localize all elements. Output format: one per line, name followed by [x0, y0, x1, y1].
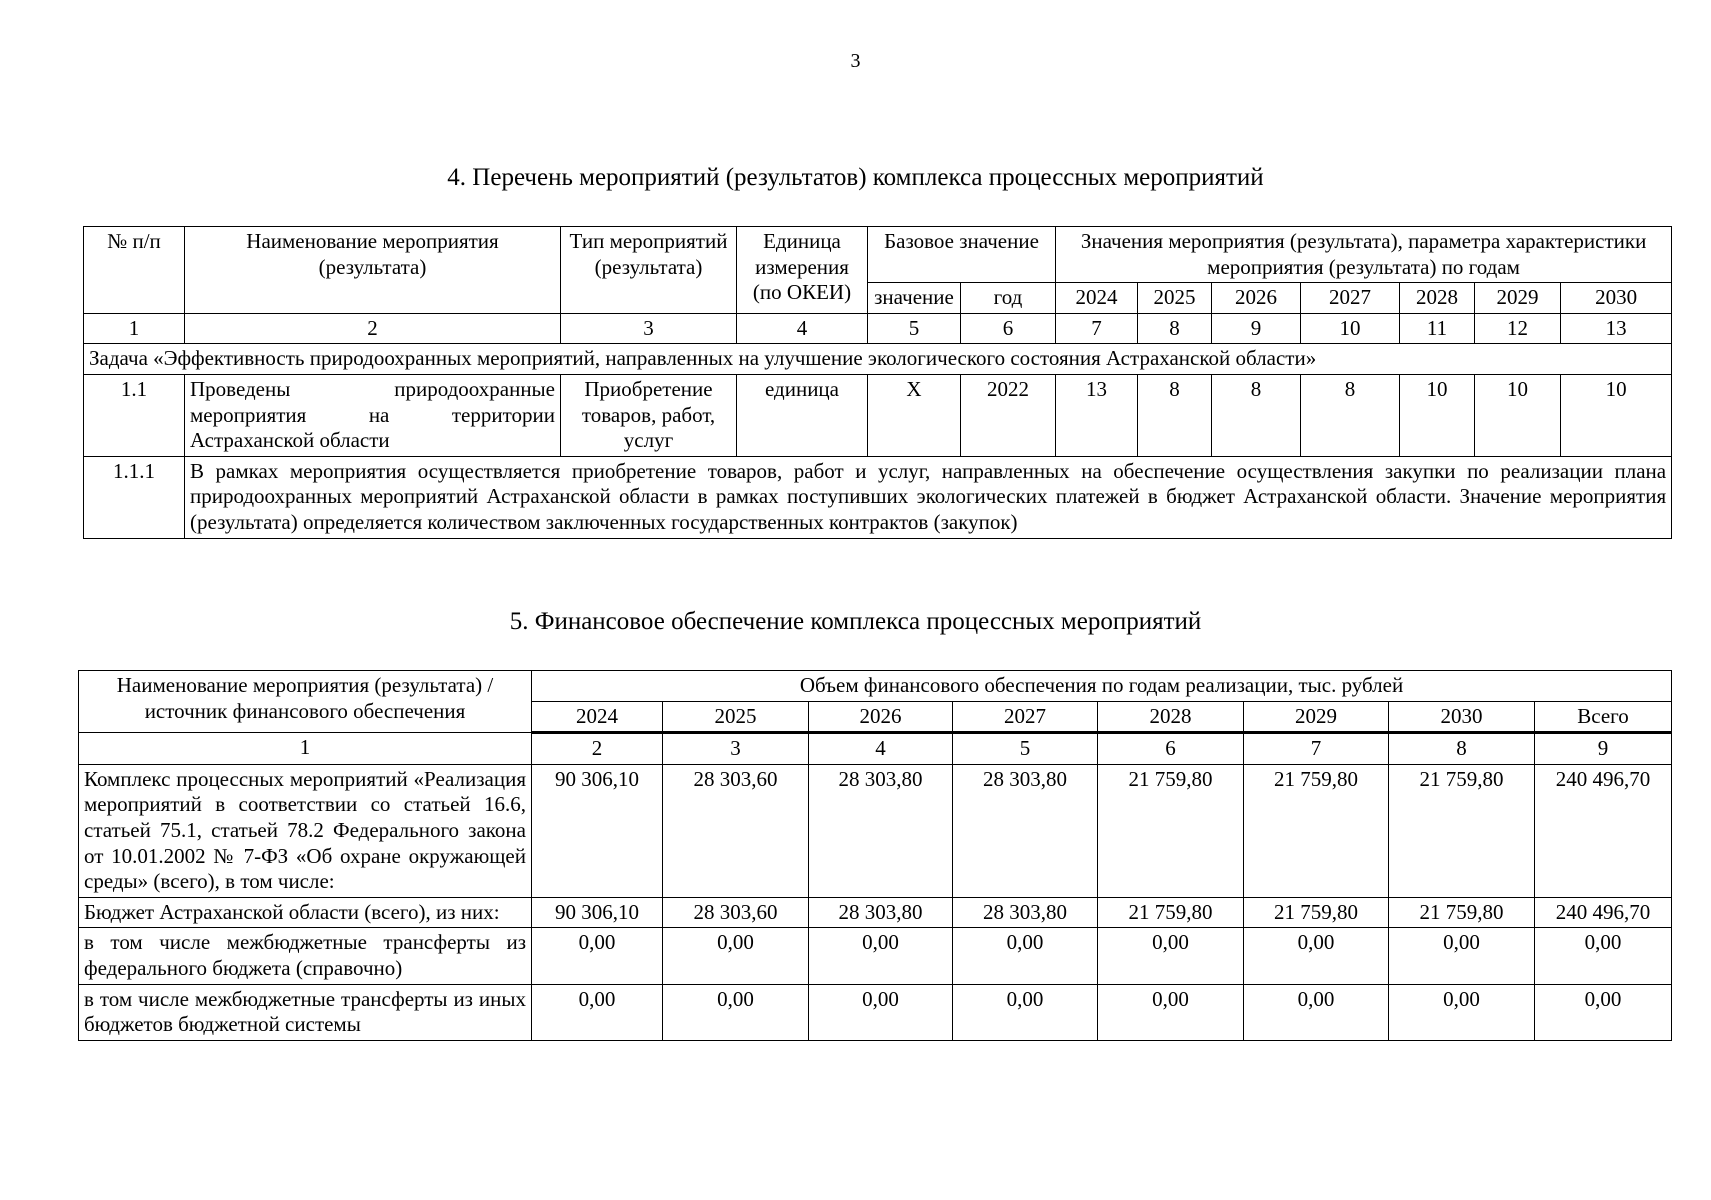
row-value: 0,00 [1098, 928, 1244, 984]
table-row [79, 764, 1672, 897]
row-value: 0,00 [953, 984, 1098, 1040]
col-number: 7 [1244, 733, 1389, 765]
row-value: 28 303,80 [953, 897, 1098, 928]
header-values-by-year: Значения мероприятия (результата), параметра характеристики мероприятия (результата) по годам [1056, 227, 1672, 283]
col-number: 10 [1301, 313, 1400, 344]
col-number: 12 [1475, 313, 1561, 344]
col-number: 1 [84, 313, 185, 344]
header-year: 2027 [953, 701, 1098, 733]
row-value: 0,00 [1389, 928, 1535, 984]
header-year: 2029 [1475, 283, 1561, 314]
header-name: Наименование мероприятия (результата) [185, 227, 561, 314]
row-value: 10 [1475, 375, 1561, 457]
header-year: 2028 [1400, 283, 1475, 314]
row-value: 28 303,80 [809, 764, 953, 897]
activities-table [83, 226, 1672, 539]
row-value: 0,00 [663, 984, 809, 1040]
col-number: 4 [809, 733, 953, 765]
row-value: 0,00 [953, 928, 1098, 984]
row-value: 13 [1056, 375, 1138, 457]
task-row [84, 344, 1672, 375]
row-num: 1.1.1 [84, 456, 185, 538]
col-number: 6 [961, 313, 1056, 344]
row-num: 1.1 [84, 375, 185, 457]
header-unit: Единица измерения (по ОКЕИ) [737, 227, 868, 314]
col-number: 13 [1561, 313, 1672, 344]
header-name: Наименование мероприятия (результата) / источник финансового обеспечения [79, 671, 532, 733]
header-type: Тип мероприятий (результата) [561, 227, 737, 314]
col-number: 5 [868, 313, 961, 344]
row-value: 0,00 [663, 928, 809, 984]
row-value: 28 303,80 [953, 764, 1098, 897]
header-base-value: значение [868, 283, 961, 314]
col-number: 2 [532, 733, 663, 765]
table-row [79, 897, 1672, 928]
row-value: 21 759,80 [1244, 897, 1389, 928]
section-5-title: 5. Финансовое обеспечение комплекса процессных мероприятий [509, 608, 1202, 635]
row-value: 0,00 [1389, 984, 1535, 1040]
row-value: 0,00 [532, 984, 663, 1040]
column-number-row [79, 733, 1672, 765]
row-base-value: Х [868, 375, 961, 457]
table-row [84, 375, 1672, 457]
row-total: 0,00 [1535, 928, 1672, 984]
header-base-year: год [961, 283, 1056, 314]
row-total: 0,00 [1535, 984, 1672, 1040]
row-value: 10 [1400, 375, 1475, 457]
row-base-year: 2022 [961, 375, 1056, 457]
col-number: 1 [79, 733, 532, 765]
row-value: 21 759,80 [1098, 897, 1244, 928]
header-year: 2030 [1561, 283, 1672, 314]
col-number: 5 [953, 733, 1098, 765]
column-number-row [84, 313, 1672, 344]
col-number: 8 [1138, 313, 1212, 344]
col-number: 4 [737, 313, 868, 344]
row-name: Комплекс процессных мероприятий «Реализация мероприятий в соответствии со статьей 16.6, статьей 75.1, статьей 78.2 Федерального закона от 10.01.2002 № 7-ФЗ «Об охране окружающей среды» (всего), в том числе: [79, 764, 532, 897]
header-year: 2028 [1098, 701, 1244, 733]
col-number: 2 [185, 313, 561, 344]
header-year: 2024 [1056, 283, 1138, 314]
row-name: в том числе межбюджетные трансферты из федерального бюджета (справочно) [79, 928, 532, 984]
row-type: Приобретение товаров, работ, услуг [561, 375, 737, 457]
header-volume: Объем финансового обеспечения по годам реализации, тыс. рублей [532, 671, 1672, 702]
row-value: 21 759,80 [1098, 764, 1244, 897]
header-year: 2024 [532, 701, 663, 733]
col-number: 7 [1056, 313, 1138, 344]
row-name: Проведены природоохранные мероприятия на территории Астраханской области [185, 375, 561, 457]
col-number: 3 [561, 313, 737, 344]
row-total: 240 496,70 [1535, 764, 1672, 897]
header-row [79, 671, 1672, 702]
row-value: 0,00 [809, 984, 953, 1040]
header-row [84, 227, 1672, 283]
col-number: 11 [1400, 313, 1475, 344]
row-value: 0,00 [1098, 984, 1244, 1040]
row-value: 90 306,10 [532, 764, 663, 897]
section-4-title: 4. Перечень мероприятий (результатов) комплекса процессных мероприятий [447, 164, 1264, 191]
header-year: 2025 [1138, 283, 1212, 314]
row-total: 240 496,70 [1535, 897, 1672, 928]
col-number: 3 [663, 733, 809, 765]
row-value: 8 [1212, 375, 1301, 457]
header-year: 2029 [1244, 701, 1389, 733]
row-value: 21 759,80 [1389, 764, 1535, 897]
row-unit: единица [737, 375, 868, 457]
financing-table [78, 670, 1672, 1041]
row-value: 10 [1561, 375, 1672, 457]
row-value: 0,00 [532, 928, 663, 984]
row-description: В рамках мероприятия осуществляется приобретение товаров, работ и услуг, направленных на обеспечение осуществления закупки по реализации плана природоохранных мероприятий Астраханской области в рамках поступивших экологических платежей в бюджет Астраханской области. Значение мероприятия (результата) определяется количеством заключенных государственных контрактов (закупок) [185, 456, 1672, 538]
row-value: 0,00 [809, 928, 953, 984]
row-value: 8 [1301, 375, 1400, 457]
row-value: 21 759,80 [1244, 764, 1389, 897]
row-value: 28 303,80 [809, 897, 953, 928]
page-number: 3 [850, 50, 861, 72]
row-value: 21 759,80 [1389, 897, 1535, 928]
header-base: Базовое значение [868, 227, 1056, 283]
header-year: 2027 [1301, 283, 1400, 314]
table-row [84, 456, 1672, 538]
header-num: № п/п [84, 227, 185, 314]
col-number: 8 [1389, 733, 1535, 765]
header-year: 2026 [1212, 283, 1301, 314]
table-row [79, 984, 1672, 1040]
col-number: 6 [1098, 733, 1244, 765]
table-row [79, 928, 1672, 984]
row-name: Бюджет Астраханской области (всего), из них: [79, 897, 532, 928]
col-number: 9 [1212, 313, 1301, 344]
header-year: 2030 [1389, 701, 1535, 733]
row-value: 0,00 [1244, 928, 1389, 984]
row-value: 28 303,60 [663, 764, 809, 897]
row-value: 8 [1138, 375, 1212, 457]
header-total: Всего [1535, 701, 1672, 733]
col-number: 9 [1535, 733, 1672, 765]
header-year: 2025 [663, 701, 809, 733]
row-value: 28 303,60 [663, 897, 809, 928]
header-year: 2026 [809, 701, 953, 733]
row-name: в том числе межбюджетные трансферты из иных бюджетов бюджетной системы [79, 984, 532, 1040]
row-value: 0,00 [1244, 984, 1389, 1040]
row-value: 90 306,10 [532, 897, 663, 928]
task-text: Задача «Эффективность природоохранных мероприятий, направленных на улучшение экологического состояния Астраханской области» [84, 344, 1672, 375]
